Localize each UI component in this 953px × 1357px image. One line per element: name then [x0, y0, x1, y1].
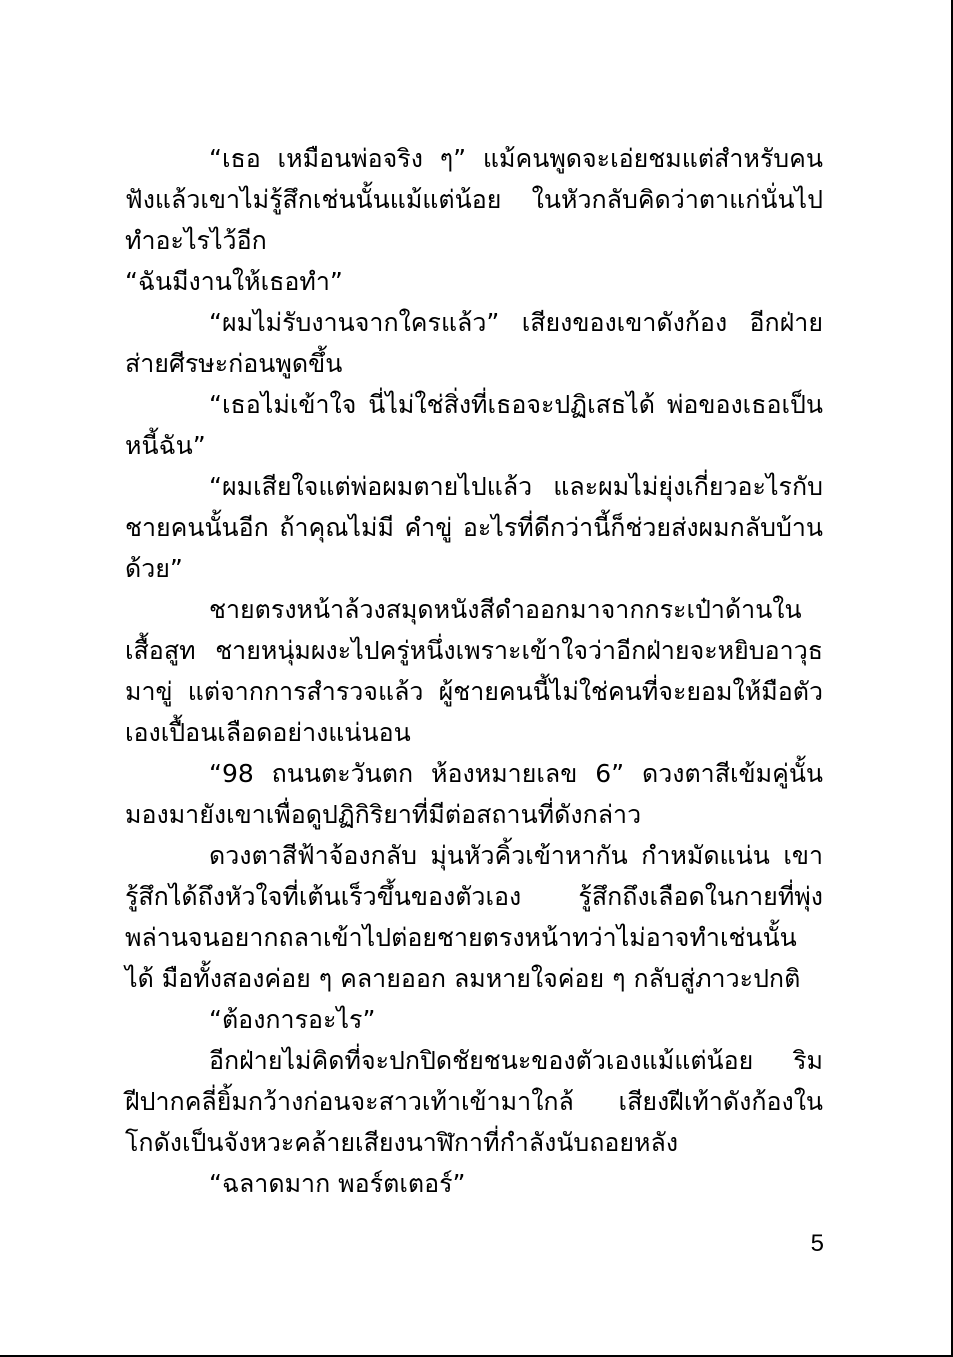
page-number: 5 [810, 1230, 824, 1257]
paragraph-7: “98 ถนนตะวันตก ห้องหมายเลข 6” ดวงตาสีเข้มคู่นั้นมองมายังเขาเพื่อดูปฏิกิริยาที่มีต่อสถานที่ดังกล่าว [125, 759, 823, 829]
paragraph-5: “ผมเสียใจแต่พ่อผมตายไปแล้ว และผมไม่ยุ่งเกี่ยวอะไรกับชายคนนั้นอีก ถ้าคุณไม่มี คำขู่ อะไรที่ดีกว่านี้ก็ช่วยส่งผมกลับบ้านด้วย” [125, 472, 823, 583]
paragraph-3: “ผมไม่รับงานจากใครแล้ว” เสียงของเขาดังก้อง อีกฝ่ายส่ายศีรษะก่อนพูดขึ้น [125, 308, 823, 378]
paragraph-6: ชายตรงหน้าล้วงสมุดหนังสีดำออกมาจากกระเป๋าด้านในเสื้อสูท ชายหนุ่มผงะไปครู่หนึ่งเพราะเข้าใจว่าอีกฝ่ายจะหยิบอาวุธมาขู่ แต่จากการสำรวจแล้ว ผู้ชายคนนี้ไม่ใช่คนที่จะยอมให้มือตัวเองเปื้อนเลือดอย่างแน่นอน [125, 595, 823, 747]
paragraph-11: “ฉลาดมาก พอร์ตเตอร์” [209, 1169, 466, 1198]
paragraph-4: “เธอไม่เข้าใจ นี่ไม่ใช่สิ่งที่เธอจะปฏิเสธได้ พ่อของเธอเป็นหนี้ฉัน” [125, 390, 823, 460]
paragraph-8: ดวงตาสีฟ้าจ้องกลับ มุ่นหัวคิ้วเข้าหากัน กำหมัดแน่น เขารู้สึกได้ถึงหัวใจที่เต้นเร็วขึ้นของตัวเอง รู้สึกถึงเลือดในกายที่พุ่งพล่านจนอยากถลาเข้าไปต่อยชายตรงหน้าทว่าไม่อาจทำเช่นนั้นได้ มือทั้งสองค่อย ๆ คลายออก ลมหายใจค่อย ๆ กลับสู่ภาวะปกติ [125, 841, 823, 993]
body-text [125, 138, 823, 1204]
paragraph-10: อีกฝ่ายไม่คิดที่จะปกปิดชัยชนะของตัวเองแม้แต่น้อย ริมฝีปากคลี่ยิ้มกว้างก่อนจะสาวเท้าเข้ามาใกล้ เสียงฝีเท้าดังก้องในโกดังเป็นจังหวะคล้ายเสียงนาฬิกาที่กำลังนับถอยหลัง [125, 1046, 823, 1157]
paragraph-9: “ต้องการอะไร” [209, 1005, 376, 1034]
paragraph-2: “ฉันมีงานให้เธอทำ” [125, 267, 343, 296]
paragraph-1: “เธอ เหมือนพ่อจริง ๆ” แม้คนพูดจะเอ่ยชมแต่สำหรับคนฟังแล้วเขาไม่รู้สึกเช่นนั้นแม้แต่น้อย ในหัวกลับคิดว่าตาแก่นั่นไปทำอะไรไว้อีก [125, 144, 823, 255]
